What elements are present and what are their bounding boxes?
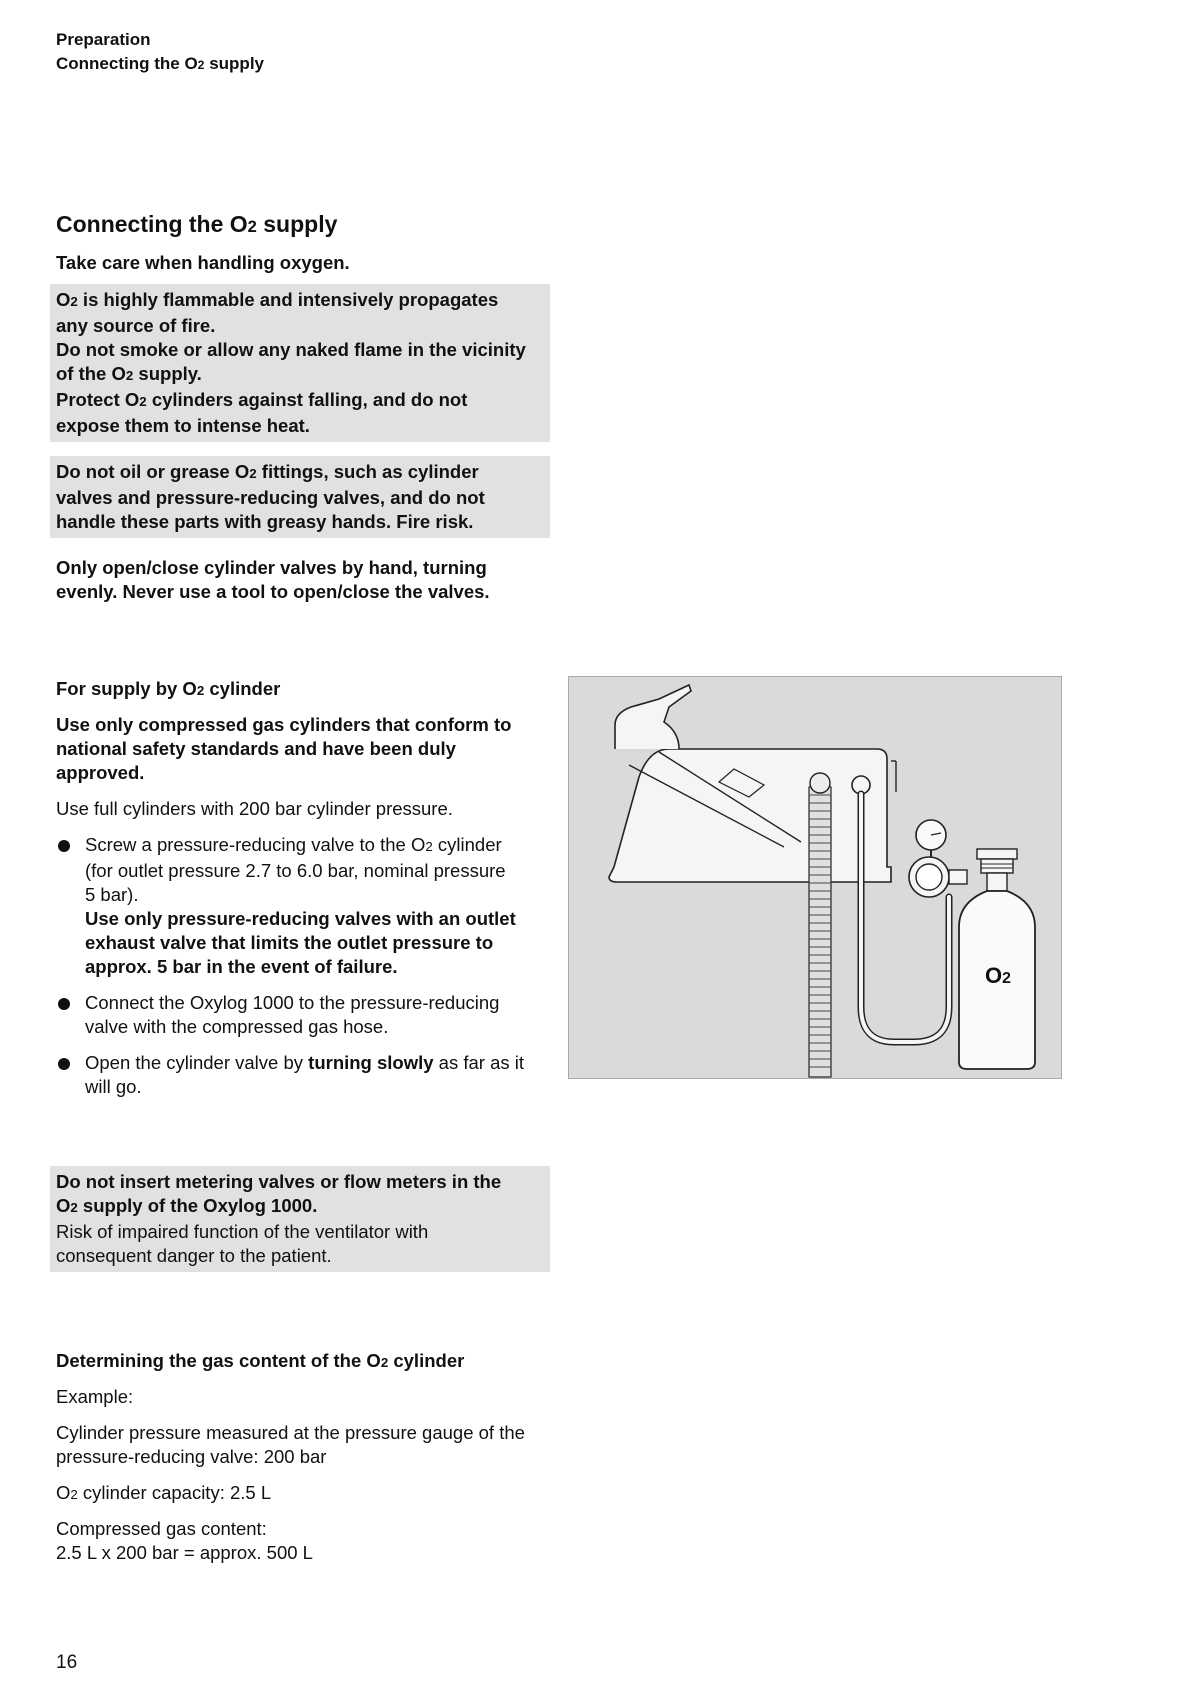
bullet-icon [58, 998, 70, 1010]
example-label: Example: [56, 1386, 134, 1407]
full-cylinders-text: Use full cylinders with 200 bar cylinder pressure. [56, 798, 453, 819]
list-item: Open the cylinder valve by turning slowly as far as it will go. [56, 1051, 556, 1099]
list-item: Screw a pressure-reducing valve to the O2 cylinder (for outlet pressure 2.7 to 6.0 bar, nominal pressure 5 bar). Use only pressure-reducing valves with an outlet exhaust valve that limits the outlet pressure to approx. 5 bar in the event of failure. [56, 833, 556, 979]
oxylog-cylinder-illustration [569, 677, 1063, 1080]
page-number: 16 [56, 1652, 78, 1673]
oxygen-connection-figure [568, 676, 1062, 1079]
instruction-list [56, 833, 556, 1111]
page-title: Connecting the O2 supply [56, 211, 338, 237]
gas-content-calculation: Compressed gas content: 2.5 L x 200 bar = approx. 500 L [56, 1518, 313, 1563]
o2-cylinder-label: O2 [985, 963, 1011, 988]
ventilator-body-shape [609, 749, 891, 882]
running-header-section: Preparation [56, 30, 151, 49]
gas-content-heading: Determining the gas content of the O2 cylinder [56, 1350, 465, 1371]
intro-text: Take care when handling oxygen. [56, 252, 350, 273]
cylinder-capacity-text: O2 cylinder capacity: 2.5 L [56, 1482, 272, 1503]
o2-cylinder-shape [959, 849, 1035, 1069]
list-item: Connect the Oxylog 1000 to the pressure-reducing valve with the compressed gas hose. [56, 991, 556, 1039]
handle-shape [615, 685, 691, 749]
breathing-hose-shape [809, 773, 831, 1077]
bullet-icon [58, 1058, 70, 1070]
running-header-subsection: Connecting the O2 supply [56, 54, 264, 73]
bullet-icon [58, 840, 70, 852]
fire-hazard-warning: O2 is highly flammable and intensively propagates any source of fire. Do not smoke or allow any naked flame in the vicinity of the O2 supply. Protect O2 cylinders against falling, and do not expose them to intense heat. [50, 284, 550, 442]
cylinder-pressure-text: Cylinder pressure measured at the pressure gauge of the pressure-reducing valve: 200 bar [56, 1422, 525, 1467]
valve-handling-warning: Only open/close cylinder valves by hand, turning evenly. Never use a tool to open/close the valves. [56, 557, 490, 602]
cylinder-standards-notice: Use only compressed gas cylinders that conform to national safety standards and have been duly approved. [56, 714, 512, 783]
cylinder-section-heading: For supply by O2 cylinder [56, 678, 281, 699]
metering-valve-warning: Do not insert metering valves or flow meters in the O2 supply of the Oxylog 1000. Risk of impaired function of the ventilator with consequent danger to the patient. [50, 1166, 550, 1272]
grease-warning: Do not oil or grease O2 fittings, such as cylinder valves and pressure-reducing valves, and do not handle these parts with greasy hands. Fire risk. [50, 456, 550, 538]
